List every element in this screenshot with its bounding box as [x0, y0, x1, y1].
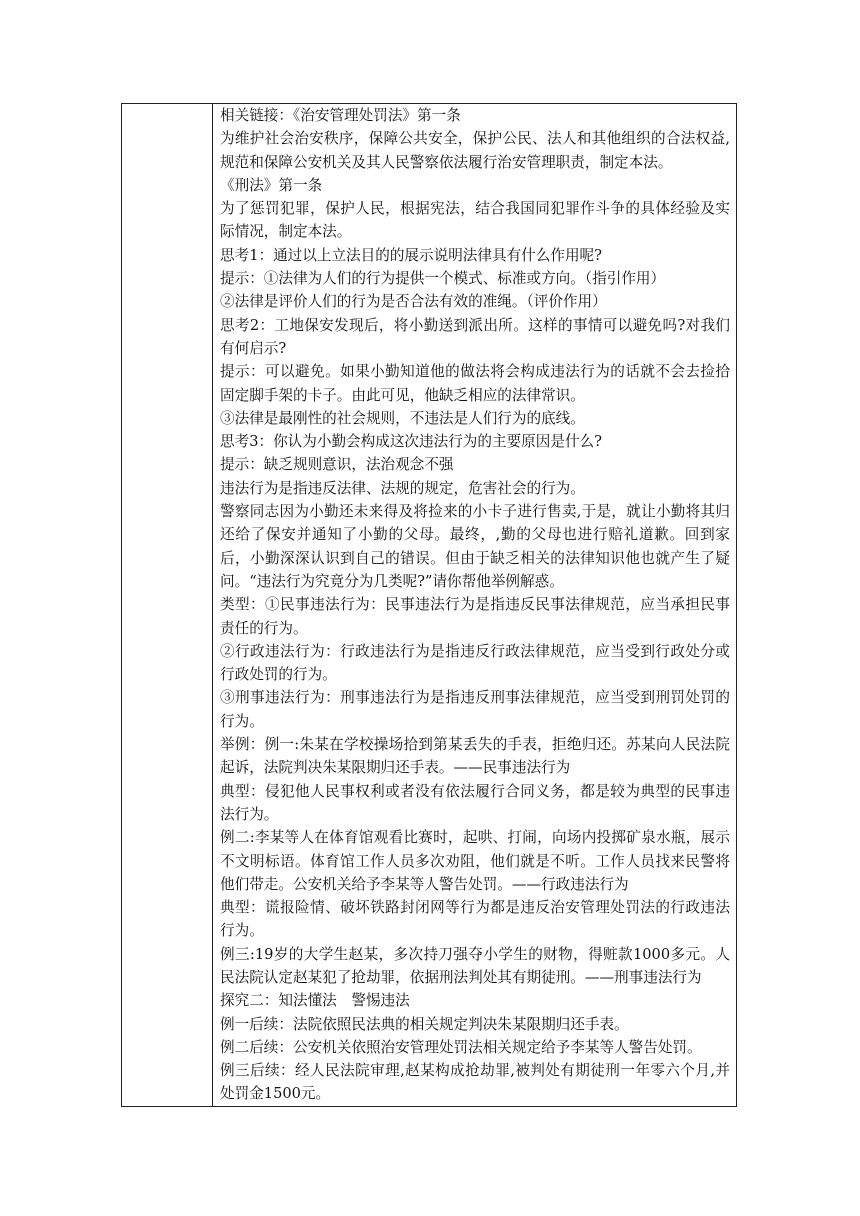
- text-line: 违法行为是指违反法律、法规的规定，危害社会的行为。: [220, 479, 585, 497]
- lesson-content: [213, 104, 736, 1106]
- text-line: 例二后续：公安机关依照治安管理处罚法相关规定给予李某等人警告处罚。: [220, 1038, 702, 1056]
- text-line: 例三后续：经人民法院审理,赵某构成抢劫罪,被判处有期徒刑一年零六个月,并处罚金1500元。: [220, 1062, 730, 1103]
- text-line: 典型：谎报险情、破坏铁路封闭网等行为都是违反治安管理处罚法的行政违法行为。: [220, 899, 730, 940]
- text-line: 警察同志因为小勤还未来得及将捡来的小卡子进行售卖,于是，就让小勤将其归还给了保安并通知了小勤的父母。最终，,勤的父母也进行赔礼道歉。回到家后，小勤深深认识到自己的错误。但由于缺乏相关的法律知识他也就产生了疑问。“违法行为究竟分为几类呢?”请你帮他举例解惑。: [220, 503, 730, 590]
- text-line: 《刑法》第一条: [220, 176, 323, 194]
- text-line: 例二:李某等人在体育馆观看比赛时，起哄、打闹，向场内投掷矿泉水瓶，展示不文明标语。体育馆工作人员多次劝阻，他们就是不听。工作人员找来民警将他们带走。公安机关给予李某等人警告处罚。——行政违法行为: [220, 829, 730, 893]
- text-line: 探究二：知法懂法 警惕违法: [220, 992, 410, 1010]
- text-line: 类型：①民事违法行为：民事违法行为是指违反民事法律规范，应当承担民事责任的行为。: [220, 596, 730, 637]
- text-line: 例一后续：法院依照民法典的相关规定判决朱某限期归还手表。: [220, 1015, 629, 1033]
- text-line: 思考3：你认为小勤会构成这次违法行为的主要原因是什么?: [220, 433, 602, 451]
- table-row: [122, 104, 737, 1107]
- text-line: 为了惩罚犯罪，保护人民，根据宪法，结合我国同犯罪作斗争的具体经验及实际情况，制定本法。: [220, 200, 730, 241]
- lesson-table: [121, 103, 737, 1107]
- text-line: ③刑事违法行为：刑事违法行为是指违反刑事法律规范，应当受到刑罚处罚的行为。: [220, 689, 730, 730]
- text-line: 举例：例一:朱某在学校操场拾到第某丢失的手表，拒绝归还。苏某向人民法院起诉，法院判决朱某限期归还手表。——民事违法行为: [220, 736, 730, 777]
- text-line: 例三:19岁的大学生赵某，多次持刀强夺小学生的财物，得赃款1000多元。人民法院认定赵某犯了抢劫罪，依据刑法判处其有期徒刑。——刑事违法行为: [220, 945, 730, 986]
- text-line: 思考1：通过以上立法目的的展示说明法律具有什么作用呢?: [220, 246, 602, 264]
- content-cell: [213, 104, 737, 1107]
- text-line: 提示：缺乏规则意识，法治观念不强: [220, 456, 454, 474]
- text-line: ②法律是评价人们的行为是否合法有效的准绳。（评价作用）: [220, 293, 607, 311]
- left-column-cell: [122, 104, 213, 1107]
- text-line: 思考2：工地保安发现后，将小勤送到派出所。这样的事情可以避免吗?对我们有何启示?: [220, 316, 730, 357]
- text-line: 为维护社会治安秩序，保障公共安全，保护公民、法人和其他组织的合法权益,规范和保障公安机关及其人民警察依法履行治安管理职责，制定本法。: [220, 130, 730, 171]
- text-line: 提示：①法律为人们的行为提供一个模式、标准或方向。（指引作用）: [220, 270, 666, 288]
- text-line: 相关链接：《治安管理处罚法》第一条: [220, 107, 461, 124]
- text-line: 提示：可以避免。如果小勤知道他的做法将会构成违法行为的话就不会去捡拾固定脚手架的卡子。由此可见，他缺乏相应的法律常识。: [220, 363, 730, 404]
- text-line: 典型：侵犯他人民事权利或者没有依法履行合同义务，都是较为典型的民事违法行为。: [220, 782, 730, 823]
- text-line: ③法律是最刚性的社会规则，不违法是人们行为的底线。: [220, 409, 585, 427]
- text-line: ②行政违法行为：行政违法行为是指违反行政法律规范，应当受到行政处分或行政处罚的行为。: [220, 642, 730, 684]
